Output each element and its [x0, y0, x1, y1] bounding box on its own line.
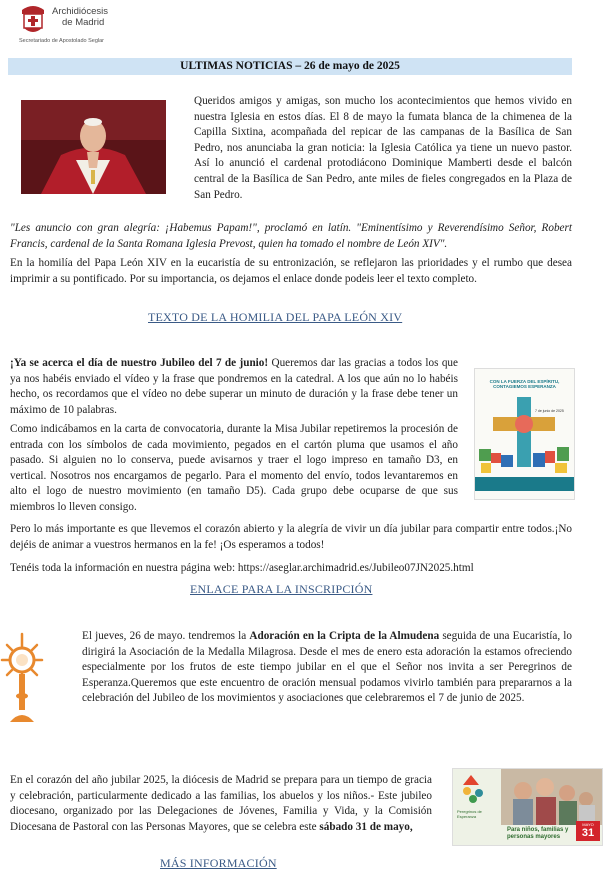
logo-subtitle: Secretariado de Apostolado Seglar: [19, 38, 105, 44]
inscription-link[interactable]: ENLACE PARA LA INSCRIPCIÓN: [190, 582, 373, 596]
flyer-day: 31: [581, 827, 595, 839]
jubileo-poster: [474, 368, 575, 500]
logo-name-line2: de Madrid: [62, 17, 105, 28]
homily-link[interactable]: TEXTO DE LA HOMILIA DEL PAPA LEÓN XIV: [148, 310, 403, 324]
jubileo-paragraph-2: Como indicábamos en la carta de convocatoria, durante la Misa Jubilar repetiremos la procesión de entrada con los símbolos de cada movimiento, pegados en el cartón pluma que usamos el año pasado. Si alguien no lo conserva, puede avisarnos y traer el logo impreso en tamaño D3, en vertical. Nosotros nos encargamos de pegarlo. Para el momento del envío, todos levantaremos en alto el logo de nuestro movimiento (en tamaño D5). Cada grupo debe ocuparse de que sus miembros lo lleven consigo.: [10, 423, 458, 513]
adoracion-highlight: Adoración en la Cripta de la Almudena: [249, 630, 440, 642]
adoracion-paragraph: El jueves, 26 de mayo. tendremos la Adoración en la Cripta de la Almudena seguida de una Eucaristía, lo dirigirá la Asociación de la Medalla Milagrosa. Desde el mes de enero esta adoración la estamos ofreciendo especialmente por los frutos de este tiempo jubilar en el que el Señor nos invita a ser Peregrinos de Esperanza.Queremos que este encuentro de oración mensual podamos vivirlo también para prepararnos a la celebración del Jubileo de los movimientos y asociaciones que celebraremos el 7 de junio de 2025.: [82, 630, 572, 705]
jubileo-announcement: ¡Ya se acerca el día de nuestro Jubileo del 7 de junio!: [10, 357, 269, 369]
jubileo-paragraph-1: ¡Ya se acerca el día de nuestro Jubileo del 7 de junio! Queremos dar las gracias a todos los que ya nos habéis enviado el vídeo y la frase que pondremos en la catedral. A los que aún no lo habéis hecho, os recordamos que el vídeo no debe superar un minuto de duración y la frase debe tener un máximo de 10 palabras.: [10, 357, 458, 416]
intro-paragraph: Queridos amigos y amigas, son mucho los acontecimientos que hemos vivido en nuestra Iglesia en estos días. El 8 de mayo la fumata blanca de la chimenea de la Capilla Sixtina, acompañada del repicar de las campanas de la Basílica de San Pedro, nos anunciaba la gran noticia: la Iglesia Católica ya tiene un nuevo pastor. Así lo anunció el cardenal protodiácono Dominique Mamberti desde el balcón central de la Basílica de San Pedro, ante miles de fieles congregados en la Plaza de San Pedro.: [194, 95, 572, 201]
homily-paragraph: En la homilía del Papa León XIV en la eucaristía de su entronización, se reflejaron las prioridades y el rumbo que desea imprimir a su pontificado. Por su importancia, os dejamos el enlace donde podeis leer el texto completo.: [10, 257, 572, 285]
familias-paragraph: En el corazón del año jubilar 2025, la diócesis de Madrid se prepara para un tiempo de gracia y celebración, particularmente dedicado a las familias, los abuelos y los niños.- Este jubileo diocesano, organizado por las Delegaciones de Jóvenes, Familia y Vida, y la Comisión Diocesana de Pastoral con las Personas Mayores, que se celebra este sábado 31 de mayo,: [10, 774, 432, 833]
flyer-brand: Peregrinos de Esperanza: [457, 809, 482, 819]
more-info-link[interactable]: MÁS INFORMACIÓN: [160, 856, 277, 870]
familias-flyer: [452, 768, 603, 846]
poster-line2: CONTAGIEMOS ESPERANZA: [493, 384, 556, 389]
poster-line1: CON LA FUERZA DEL ESPÍRITU,: [489, 379, 560, 384]
banner-title: ULTIMAS NOTICIAS – 26 de mayo de 2025: [180, 60, 400, 72]
poster-date: 7 de junio de 2025: [535, 409, 564, 413]
habemus-quote: "Les anuncio con gran alegría: ¡Habemus Papam!", proclamó en latín. "Eminentísimo y Reverendísimo Señor, Robert Francis, cardenal de la Santa Romana Iglesia Prevost, quien ha tomado el nombre de León XIV".: [10, 222, 572, 250]
pope-photo: [21, 100, 166, 194]
logo: [18, 4, 158, 44]
news-banner: [8, 58, 572, 75]
jubileo-web-info: Tenéis toda la información en nuestra página web: https://aseglar.archimadrid.es/Jubileo07JN2025.html: [10, 562, 474, 574]
logo-name-line1: Archidiócesis: [52, 6, 108, 17]
familias-date: sábado 31 de mayo,: [319, 820, 413, 833]
monstrance-icon: [0, 630, 44, 730]
flyer-caption: Para niños, familias y personas mayores: [507, 827, 569, 840]
coat-of-arms-icon: [18, 4, 48, 36]
jubileo-paragraph-3: Pero lo más importante es que llevemos el corazón abierto y la alegría de vivir un día jubilar para compartir entre todos.¡No dejéis de animar a vuestros hermanos en la fe! ¡Os esperamos a todos!: [10, 523, 572, 551]
flyer-month: MAYO: [582, 822, 594, 827]
